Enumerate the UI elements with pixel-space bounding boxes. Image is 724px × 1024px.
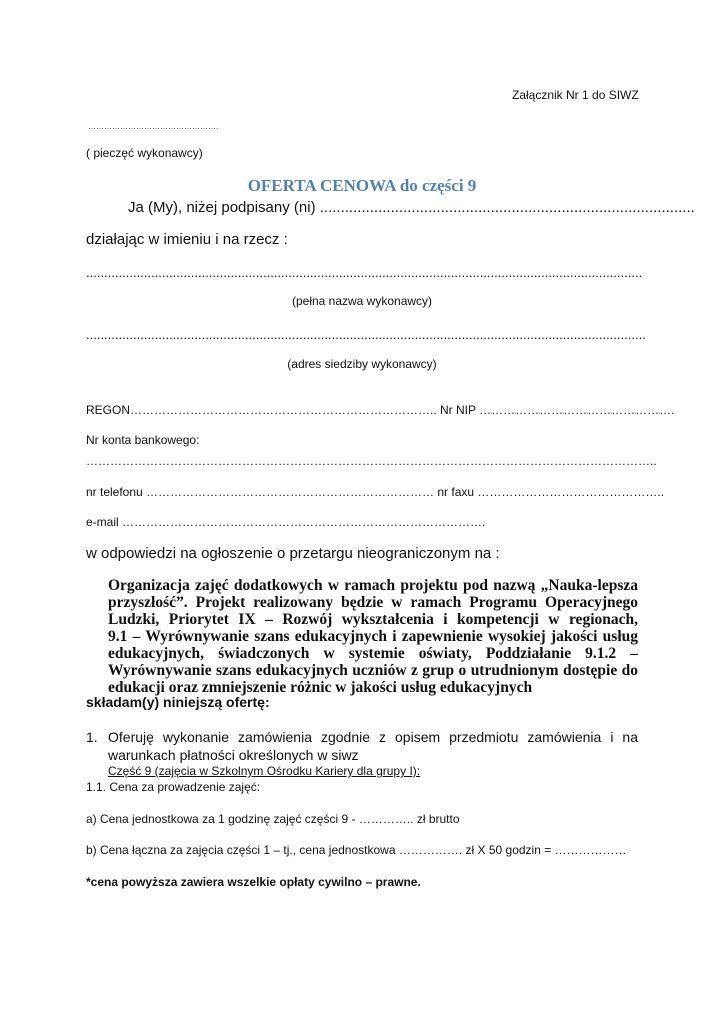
project-line: 9.1 – Wyrównywanie szans edukacyjnych i zapewnienie wysokiej jakości usług xyxy=(108,628,638,645)
price-heading: 1.1. Cena za prowadzenie zajęć: xyxy=(86,780,261,794)
offer-line: warunkach płatności określonych w siwz xyxy=(108,747,359,763)
part-heading: Część 9 (zajęcia w Szkolnym Ośrodku Kariery dla grupy I): xyxy=(108,764,421,778)
project-line: przyszłość”. Projekt realizowany będzie w ramach Programu Operacyjnego xyxy=(108,594,638,611)
acting-on-behalf: działając w imieniu i na rzecz : xyxy=(86,231,288,248)
contractor-address-label: (adres siedziby wykonawcy) xyxy=(287,357,437,371)
contractor-name-line: .......................................................................................................................................................... xyxy=(86,265,643,280)
offer-number: 1. xyxy=(86,729,98,745)
regon-nip-line: REGON………………………………………………………………….. Nr NIP …………………………………………. xyxy=(86,403,675,417)
bank-account-label: Nr konta bankowego: xyxy=(86,433,200,447)
phone-fax-line: nr telefonu ……………………………………………………………… nr faxu ……………………………………….. xyxy=(86,485,665,499)
stamp-label: ( pieczęć wykonawcy) xyxy=(86,146,203,160)
contractor-address-line: ........................................................................................................................................................... xyxy=(86,327,646,342)
total-price-line: b) Cena łączna za zajęcia części 1 – tj., cena jednostkowa ……………. zł X 50 godzin = ……………… xyxy=(86,843,627,857)
unit-price-line: a) Cena jednostkowa za 1 godzinę zajęć części 9 - ………….. zł brutto xyxy=(86,812,460,826)
project-line: edukacyjnych, świadczonych w systemie oświaty, Poddziałanie 9.1.2 – xyxy=(108,645,638,662)
submit-offer-heading: składam(y) niniejszą ofertę: xyxy=(86,694,270,710)
signed-line: Ja (My), niżej podpisany (ni) .......................................................................................... xyxy=(128,199,695,216)
page-title: OFERTA CENOWA do części 9 xyxy=(247,176,477,195)
tender-response: w odpowiedzi na ogłoszenie o przetargu nieograniczonym na : xyxy=(86,545,500,562)
offer-line: Oferuję wykonanie zamówienia zgodnie z opisem przedmiotu zamówienia i na xyxy=(108,729,638,745)
contractor-name-label: (pełna nazwa wykonawcy) xyxy=(291,294,433,308)
project-line: Wyrównywanie szans edukacyjnych uczniów z grup o utrudnionym dostępie do xyxy=(108,662,638,679)
project-line: Ludzki, Priorytet IX – Rozwój wykształcenia i kompetencji w regionach, xyxy=(108,611,638,628)
bank-account-line: …………………………………………………………………………………………………………………………….. xyxy=(86,454,657,468)
attachment-label: Załącznik Nr 1 do SIWZ xyxy=(512,88,639,102)
price-note: *cena powyższa zawiera wszelkie opłaty cywilno – prawne. xyxy=(86,875,421,889)
project-line: Organizacja zajęć dodatkowych w ramach projektu pod nazwą „Nauka-lepsza xyxy=(108,577,638,594)
project-description xyxy=(108,577,638,696)
project-line: edukacji oraz zmniejszenie różnic w jakości usług edukacyjnych xyxy=(108,679,533,696)
stamp-dots: …………………………………………. xyxy=(88,122,219,131)
email-line: e-mail ………………………………………………………………………………. xyxy=(86,515,486,529)
offer-statement xyxy=(108,728,638,764)
